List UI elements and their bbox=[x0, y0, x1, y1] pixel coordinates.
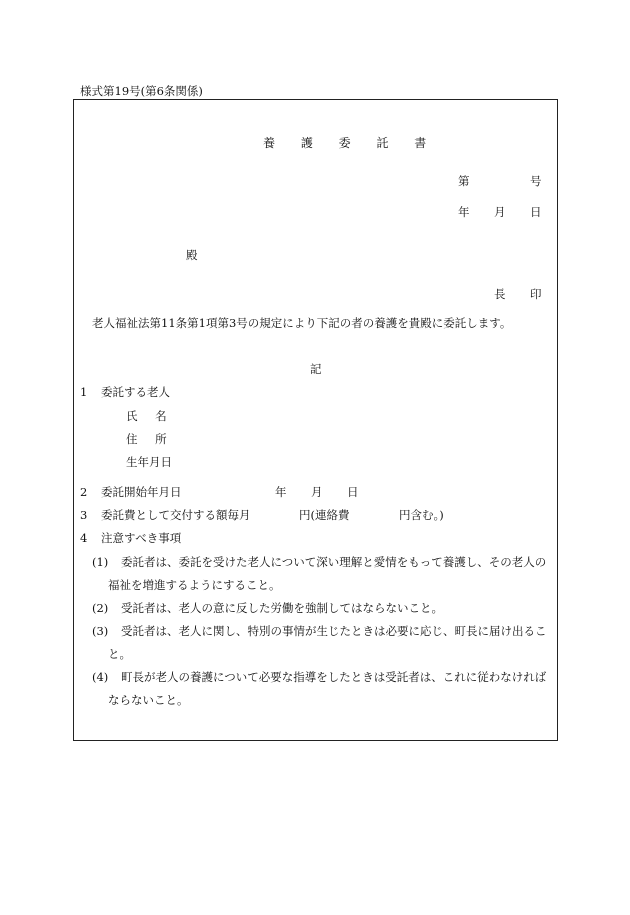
form-number: 様式第19号(第6条関係) bbox=[80, 84, 203, 98]
intro-text: 老人福祉法第11条第1項第3号の規定により下記の者の養護を貴殿に委託します。 bbox=[92, 316, 512, 330]
section1-heading: 1 委託する老人 bbox=[80, 385, 170, 399]
document-title: 養 護 委 託 書 bbox=[263, 136, 438, 150]
section3-label: 3 委託費として交付する額毎月 bbox=[80, 508, 251, 522]
note-1-number: (1) bbox=[92, 555, 109, 569]
note-3-line1: 受託者は、老人に関し、特別の事情が生じたときは必要に応じ、町長に届け出るこ bbox=[121, 624, 547, 638]
section2-month: 月 bbox=[311, 485, 323, 499]
section2-label: 2 委託開始年月日 bbox=[80, 485, 182, 499]
ki-heading: 記 bbox=[310, 362, 322, 376]
birthdate-label: 生年月日 bbox=[126, 455, 172, 469]
section3-yen2: 円含む。) bbox=[399, 508, 444, 522]
note-3-number: (3) bbox=[92, 624, 109, 638]
note-4-number: (4) bbox=[92, 670, 109, 684]
addressee-suffix: 殿 bbox=[186, 248, 198, 262]
section3-yen1: 円(連絡費 bbox=[299, 508, 350, 522]
section4-heading: 4 注意すべき事項 bbox=[80, 531, 182, 545]
number-go: 号 bbox=[530, 174, 542, 188]
date-day: 日 bbox=[530, 205, 542, 219]
section2-day: 日 bbox=[347, 485, 359, 499]
note-4-line2: ならないこと。 bbox=[108, 693, 189, 707]
note-3-line2: と。 bbox=[108, 647, 131, 661]
number-dai: 第 bbox=[458, 174, 470, 188]
note-4-line1: 町長が老人の養護について必要な指導をしたときは受託者は、これに従わなければ bbox=[121, 670, 547, 684]
note-1-line1: 委託者は、委託を受けた老人について深い理解と愛情をもって養護し、その老人の bbox=[121, 555, 547, 569]
sender-title: 長 bbox=[494, 287, 506, 301]
date-month: 月 bbox=[494, 205, 506, 219]
note-2-number: (2) bbox=[92, 601, 109, 615]
address-label: 住 所 bbox=[126, 432, 167, 446]
note-2-line1: 受託者は、老人の意に反した労働を強制してはならないこと。 bbox=[121, 601, 443, 615]
seal-mark: 印 bbox=[530, 287, 542, 301]
note-1-line2: 福祉を増進するようにすること。 bbox=[108, 578, 281, 592]
name-label: 氏 名 bbox=[126, 409, 167, 423]
section2-year: 年 bbox=[275, 485, 287, 499]
date-year: 年 bbox=[458, 205, 470, 219]
